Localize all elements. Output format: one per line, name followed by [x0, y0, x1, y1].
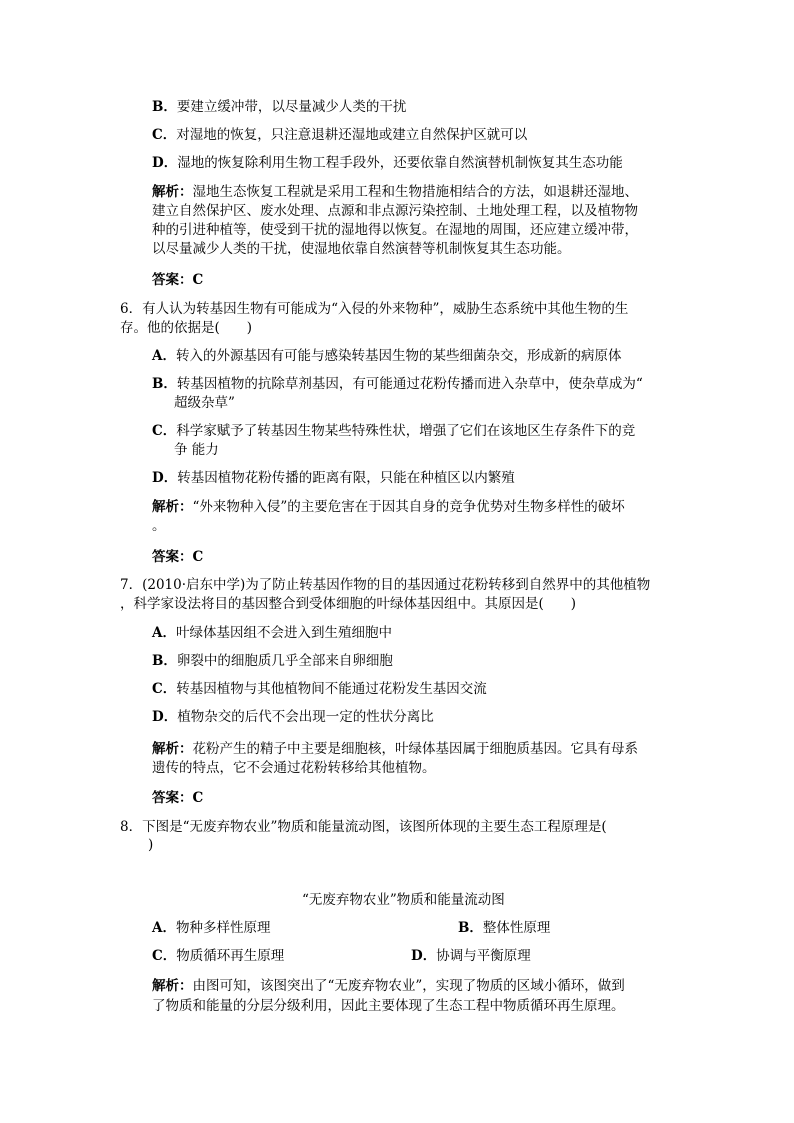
explanation-line: 解析：“外来物种入侵”的主要危害在于因其自身的竞争优势对生物多样性的破坏 [152, 499, 625, 515]
option-b: B．整体性原理 [458, 920, 551, 936]
option-d: D．协调与平衡原理 [411, 948, 531, 964]
option-c: C．转基因植物与其他植物间不能通过花粉发生基因交流 [152, 681, 487, 697]
option-c: C．物质循环再生原理 [152, 948, 285, 964]
option-a: A．叶绿体基因组不会进入到生殖细胞中 [152, 625, 392, 641]
explanation-line: 。 [152, 518, 166, 534]
question-stem: 7．(2010·启东中学)为了防止转基因作物的目的基因通过花粉转移到自然界中的其他植物 [120, 577, 651, 593]
explanation-line: 种的引进种植等，使受到干扰的湿地得以恢复。在湿地的周围，还应建立缓冲带， [152, 222, 638, 238]
question-stem: ，科学家设法将目的基因整合到受体细胞的叶绿体基因组中。其原因是( ) [120, 596, 577, 612]
explanation-line: 建立自然保护区、废水处理、点源和非点源污染控制、土地处理工程，以及植物物 [152, 203, 638, 219]
option-c: C．科学家赋予了转基因生物某些特殊性状，增强了它们在该地区生存条件下的竞 [152, 423, 636, 439]
option-a: A．转入的外源基因有可能与感染转基因生物的某些细菌杂交，形成新的病原体 [152, 348, 622, 364]
option-a: A．物种多样性原理 [152, 920, 271, 936]
answer: 答案：C [152, 790, 204, 806]
option-b: B．要建立缓冲带，以尽量减少人类的干扰 [152, 99, 407, 115]
explanation-line: 了物质和能量的分层分级利用，因此主要体现了生态工程中物质循环再生原理。 [152, 998, 625, 1014]
explanation-line: 解析：花粉产生的精子中主要是细胞核，叶绿体基因属于细胞质基因。它具有母系 [152, 741, 638, 757]
option-d: D．转基因植物花粉传播的距离有限，只能在种植区以内繁殖 [152, 470, 515, 486]
option-d: D．湿地的恢复除利用生物工程手段外，还要依靠自然演替机制恢复其生态功能 [152, 155, 623, 171]
option-c: C．对湿地的恢复，只注意退耕还湿地或建立自然保护区就可以 [152, 127, 528, 143]
question-stem: ) [148, 837, 154, 853]
question-stem: 6．有人认为转基因生物有可能成为“入侵的外来物种”，威胁生态系统中其他生物的生 [120, 301, 629, 317]
answer: 答案：C [152, 272, 204, 288]
explanation-line: 解析：由图可知，该图突出了“无废弃物农业”，实现了物质的区域小循环，做到 [152, 978, 625, 994]
explanation-line: 解析：湿地生态恢复工程就是采用工程和生物措施相结合的方法，如退耕还湿地、 [152, 184, 638, 200]
question-stem: 存。他的依据是( ) [120, 320, 253, 336]
question-stem: 8．下图是“无废弃物农业”物质和能量流动图，该图所体现的主要生态工程原理是( [120, 819, 607, 835]
option-b: B．转基因植物的抗除草剂基因，有可能通过花粉传播而进入杂草中，使杂草成为“ [152, 376, 643, 392]
option-d: D．植物杂交的后代不会出现一定的性状分离比 [152, 709, 434, 725]
figure-caption: “无废弃物农业”物质和能量流动图 [302, 892, 505, 908]
explanation-line: 遗传的特点，它不会通过花粉转移给其他植物。 [152, 760, 436, 776]
answer: 答案：C [152, 549, 204, 565]
option-c-continued: 争 能力 [174, 442, 219, 458]
option-b: B．卵裂中的细胞质几乎全部来自卵细胞 [152, 653, 393, 669]
explanation-line: 以尽量减少人类的干扰，使湿地依靠自然演替等机制恢复其生态功能。 [152, 241, 571, 257]
option-b-continued: 超级杂草” [174, 395, 235, 411]
